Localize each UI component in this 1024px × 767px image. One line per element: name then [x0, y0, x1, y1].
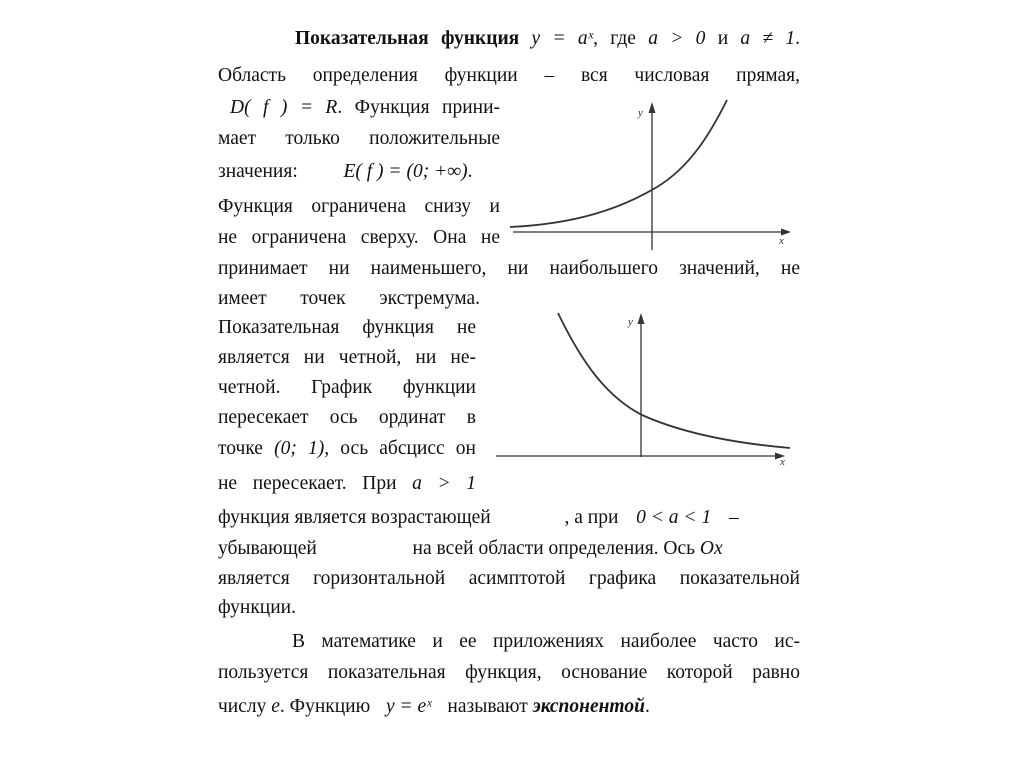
y-axis-label: y — [638, 107, 643, 119]
text-point: точке — [218, 438, 263, 459]
line-19: функции. — [218, 597, 296, 618]
text-and: и — [717, 28, 729, 49]
text-period: . — [644, 696, 650, 717]
text-where: , где — [593, 28, 636, 49]
text-dash: – — [728, 507, 739, 528]
line-9: имеет точек экстремума. — [218, 288, 480, 309]
line-11: является ни четной, ни не- — [218, 347, 476, 368]
graph-increasing-svg — [505, 92, 800, 252]
text-ox-axis: Ox — [699, 538, 723, 559]
line-21: пользуется показательная функция, основание которой равно — [218, 662, 800, 683]
text-increasing: функция является возрастающей — [218, 507, 491, 528]
line-5 — [218, 160, 500, 184]
line-16 — [218, 506, 800, 530]
line-18: является горизонтальной асимптотой графика показательной — [218, 568, 800, 589]
formula-y-equals-a-x: y = aˣ — [531, 28, 594, 49]
text-period: . — [795, 28, 801, 49]
text-does-not-intersect: не пересекает. При — [218, 473, 397, 494]
line-2: Область определения функции – вся числовая прямая, — [218, 65, 800, 86]
line-15 — [218, 472, 476, 496]
text-and-when: , а при — [564, 507, 619, 528]
heading-exponential-function: Показательная функция — [295, 28, 520, 49]
formula-0-lt-a-lt-1: 0 < a < 1 — [636, 507, 712, 528]
formula-a-gt-0: a > 0 — [648, 28, 706, 49]
line-8: принимает ни наименьшего, ни наибольшего значений, не — [218, 258, 800, 279]
line-1 — [295, 27, 800, 51]
line-13: пересекает ось ординат в — [218, 407, 476, 428]
formula-y-equals-e-x: y = eˣ — [385, 696, 432, 717]
line-12: четной. График функции — [218, 377, 476, 398]
text-decreasing: убывающей — [218, 538, 317, 559]
y-axis-arrow — [649, 102, 656, 113]
decreasing-curve — [558, 313, 790, 448]
line-7: не ограничена сверху. Она не — [218, 227, 500, 248]
line-20: В математике и ее приложениях наиболее часто ис- — [292, 631, 800, 652]
increasing-curve — [510, 100, 727, 227]
graph-decreasing-svg — [492, 305, 800, 470]
text-values: значения: — [218, 161, 298, 182]
line-4: мает только положительные — [218, 128, 500, 149]
formula-a-ne-1: a ≠ 1 — [740, 28, 796, 49]
text-period: . — [467, 161, 473, 182]
line-6: Функция ограничена снизу и — [218, 196, 500, 217]
text-number: числу — [218, 696, 267, 717]
line-10: Показательная функция не — [218, 317, 476, 338]
graph-increasing — [505, 92, 800, 252]
line-3 — [230, 96, 500, 120]
formula-range: E( f ) = (0; +∞) — [343, 161, 468, 182]
line-22 — [218, 695, 800, 719]
line-14 — [218, 437, 476, 461]
y-axis-arrow — [638, 313, 645, 324]
text-x-axis: , ось абсцисс он — [324, 438, 476, 459]
term-exponent: экспонентой — [532, 696, 645, 717]
graph-decreasing — [492, 305, 800, 470]
formula-a-gt-1: a > 1 — [412, 473, 476, 494]
formula-domain: D( f ) = R — [230, 97, 338, 118]
y-axis-label: y — [628, 316, 633, 328]
text-whole-domain: на всей области определения. Ось — [412, 538, 696, 559]
text-e: e — [271, 696, 280, 717]
x-axis-label: x — [780, 456, 785, 468]
text-called: называют — [447, 696, 528, 717]
text-function: . Функцию — [279, 696, 371, 717]
formula-point-0-1: (0; 1) — [274, 438, 325, 459]
line-17 — [218, 537, 800, 561]
text-function-takes: . Функция прини- — [337, 97, 500, 118]
x-axis-label: x — [779, 235, 784, 247]
